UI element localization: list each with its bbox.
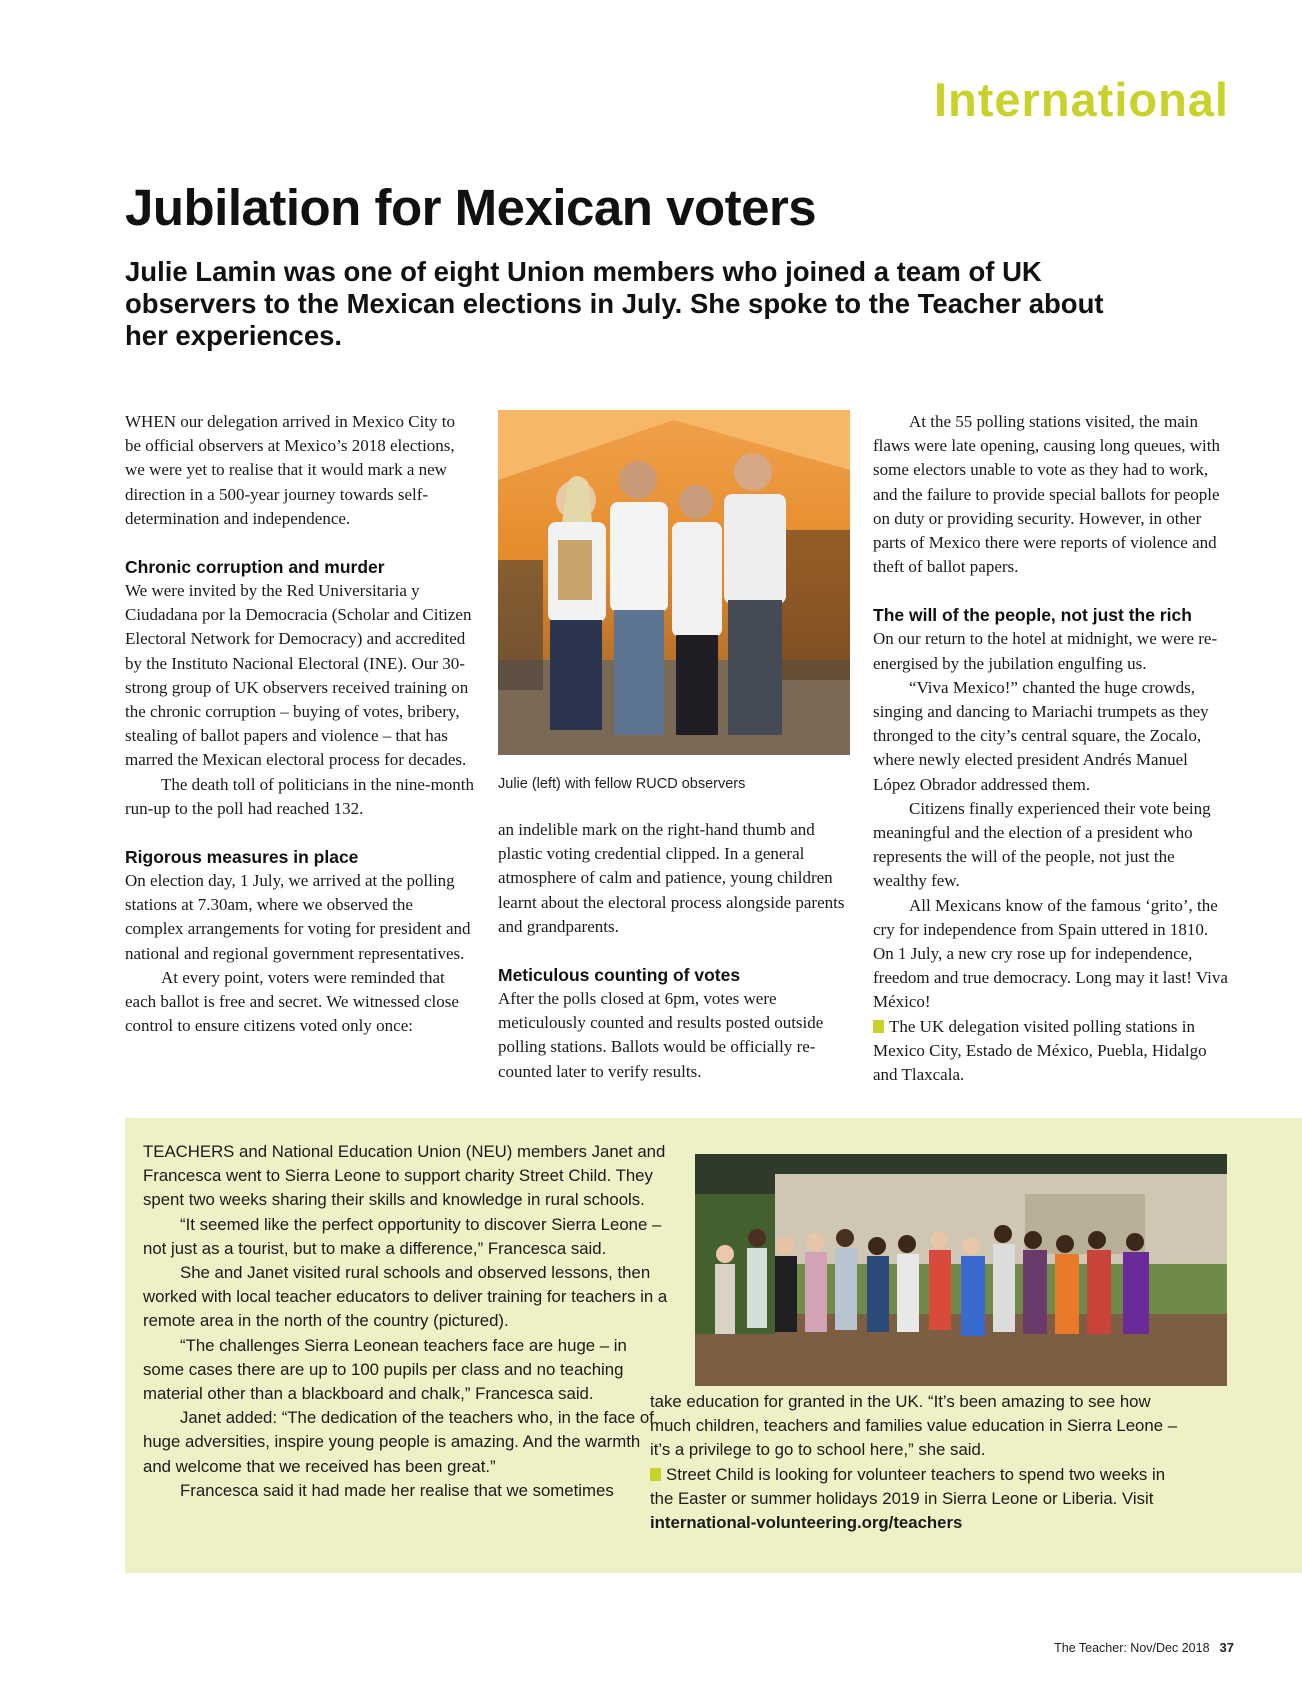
sierra-leone-group-photo <box>695 1154 1227 1386</box>
panel-column-1 <box>143 1140 671 1503</box>
paragraph: The death toll of politicians in the nine-month run-up to the poll had reached 132. <box>125 774 475 818</box>
paragraph: Citizens finally experienced their vote being meaningful and the election of a president who represents the will of the people, not just the wealthy few. <box>873 798 1211 891</box>
paragraph: “It seemed like the perfect opportunity to discover Sierra Leone – not just as a tourist, but to make a difference,” Francesca said. <box>143 1214 662 1258</box>
observers-photo-image <box>498 410 850 755</box>
article-column-1 <box>125 410 475 1038</box>
paragraph: Janet added: “The dedication of the teachers who, in the face of huge adversities, inspire young people is amazing. And the warmth and welcome that we received has been great.” <box>143 1408 654 1476</box>
paragraph: We were invited by the Red Universitaria y Ciudadana por la Democracia (Scholar and Citizen Electoral Network for Democracy) and accredited by the Instituto Nacional Electoral (INE). Our 30-strong group of UK observers received training on the chronic corruption – buying of votes, bribery, stealing of ballot papers and violence – that has marred the Mexican electoral process for decades. <box>125 581 472 770</box>
end-note-text: The UK delegation visited polling stations in Mexico City, Estado de México, Puebla, Hidalgo and Tlaxcala. <box>873 1016 1207 1085</box>
paragraph: an indelible mark on the right-hand thumb and plastic voting credential clipped. In a general atmosphere of calm and patience, young children learnt about the electoral process alongside parents and grandparents. <box>498 820 845 936</box>
headline: Jubilation for Mexican voters <box>125 179 817 236</box>
paragraph: On election day, 1 July, we arrived at the polling stations at 7.30am, where we observed the complex arrangements for voting for president and national and regional government representatives. <box>125 871 471 963</box>
paragraph: Francesca said it had made her realise that we sometimes <box>180 1480 614 1500</box>
observers-photo <box>498 410 850 755</box>
subheading-counting: Meticulous counting of votes <box>498 965 741 986</box>
panel-column-2 <box>650 1390 1190 1535</box>
group-photo-image <box>695 1154 1227 1386</box>
article-column-2 <box>498 818 850 1084</box>
paragraph: “The challenges Sierra Leonean teachers face are huge – in some cases there are up to 100 pupils per class and no teaching material other than a blackboard and chalk,” Francesca said. <box>143 1335 627 1404</box>
subheading-corruption: Chronic corruption and murder <box>125 557 385 578</box>
paragraph: TEACHERS and National Education Union (NEU) members Janet and Francesca went to Sierra Leone to support charity Street Child. They spent two weeks sharing their skills and knowledge in rural schools. <box>143 1142 666 1210</box>
intro-paragraph: WHEN our delegation arrived in Mexico City to be official observers at Mexico’s 2018 elections, we were yet to realise that it would mark a new direction in a 500-year journey towards self-determination and independence. <box>125 412 455 528</box>
page-number: 37 <box>1219 1640 1234 1655</box>
subheading-will-of-people: The will of the people, not just the rich <box>873 605 1192 626</box>
paragraph: At every point, voters were reminded that each ballot is free and secret. We witnessed close control to ensure citizens voted only once: <box>125 967 459 1036</box>
publication-name: The Teacher: Nov/Dec 2018 <box>1054 1641 1210 1655</box>
paragraph: take education for granted in the UK. “It’s been amazing to see how much children, teachers and families value education in Sierra Leone – it’s a privilege to go to school here,” she said. <box>650 1392 1178 1460</box>
paragraph: On our return to the hotel at midnight, we were re-energised by the jubilation engulfing us. <box>873 629 1218 673</box>
volunteering-link[interactable]: international-volunteering.org/teachers <box>650 1513 963 1533</box>
end-marker-icon <box>873 1020 884 1033</box>
end-note <box>873 1015 1228 1088</box>
call-to-action-text: Street Child is looking for volunteer teachers to spend two weeks in the Easter or summer holidays 2019 in Sierra Leone or Liberia. Visit <box>650 1464 1166 1508</box>
page-footer <box>1054 1640 1234 1655</box>
photo-caption: Julie (left) with fellow RUCD observers <box>498 776 746 792</box>
paragraph: All Mexicans know of the famous ‘grito’, the cry for independence from Spain uttered in 1810. On 1 July, a new cry rose up for independence, freedom and true democracy. Long may it last! Viva México! <box>873 895 1228 1012</box>
paragraph: “Viva Mexico!” chanted the huge crowds, singing and dancing to Mariachi trumpets as they thronged to the city’s central square, the Zocalo, where newly elected president Andrés Manuel López Obrador addressed them. <box>873 677 1209 794</box>
section-label: International <box>933 73 1229 126</box>
subheading-measures: Rigorous measures in place <box>125 847 359 868</box>
paragraph: She and Janet visited rural schools and observed lessons, then worked with local teacher educators to deliver training for teachers in a remote area in the north of the country (pictured). <box>143 1263 668 1331</box>
paragraph: After the polls closed at 6pm, votes were meticulously counted and results posted outside polling stations. Ballots would be officially re-counted later to verify results. <box>498 989 824 1081</box>
sierra-leone-panel <box>125 1118 1302 1573</box>
paragraph: At the 55 polling stations visited, the main flaws were late opening, causing long queues, with some electors unable to vote as they had to work, and the failure to provide special ballots for people on duty or providing security. However, in other parts of Mexico there were reports of violence and theft of ballot papers. <box>873 412 1220 577</box>
call-to-action <box>650 1463 1190 1536</box>
end-marker-icon <box>650 1468 661 1481</box>
standfirst: Julie Lamin was one of eight Union members who joined a team of UK observers to the Mexican elections in July. She spoke to the Teacher about her experiences. <box>125 256 1104 351</box>
article-column-3 <box>873 410 1228 1087</box>
